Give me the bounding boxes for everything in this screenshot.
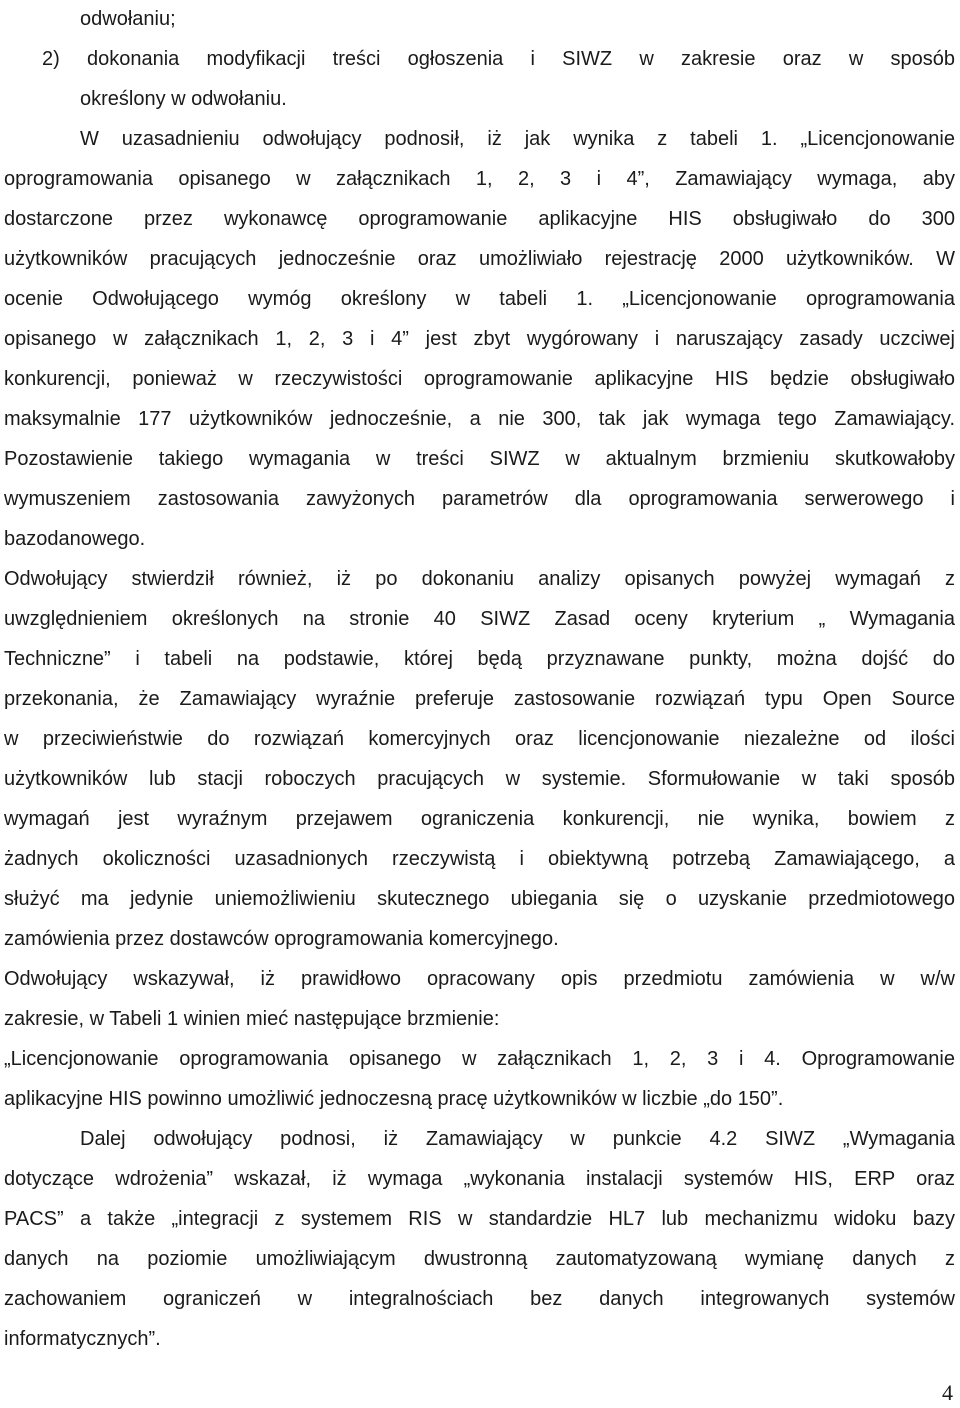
text-line: danych na poziomie umożliwiającym dwustronną zautomatyzowaną wymianę danych z: [4, 1248, 955, 1270]
text-line: wymuszeniem zastosowania zawyżonych parametrów dla oprogramowania serwerowego i: [4, 488, 955, 510]
text-line: dotyczące wdrożenia” wskazał, iż wymaga „wykonania instalacji systemów HIS, ERP oraz: [4, 1168, 955, 1190]
text-line: Odwołujący wskazywał, iż prawidłowo opracowany opis przedmiotu zamówienia w w/w: [4, 968, 955, 990]
text-line: Odwołujący stwierdził również, iż po dokonaniu analizy opisanych powyżej wymagań z: [4, 568, 955, 590]
text-line: żadnych okoliczności uzasadnionych rzeczywistą i obiektywną potrzebą Zamawiającego, a: [4, 848, 955, 870]
text-line: uwzględnieniem określonych na stronie 40 SIWZ Zasad oceny kryterium „ Wymagania: [4, 608, 955, 630]
text-line: Techniczne” i tabeli na podstawie, której będą przyznawane punkty, można dojść do: [4, 648, 955, 670]
text-line: zamówienia przez dostawców oprogramowania komercyjnego.: [4, 928, 559, 950]
text-line: aplikacyjne HIS powinno umożliwić jednoczesną pracę użytkowników w liczbie „do 150”.: [4, 1088, 784, 1110]
text-line: użytkowników pracujących jednocześnie oraz umożliwiało rejestrację 2000 użytkowników. W: [4, 248, 955, 270]
text-line: przekonania, że Zamawiający wyraźnie preferuje zastosowanie rozwiązań typu Open Source: [4, 688, 955, 710]
text-line: Dalej odwołujący podnosi, iż Zamawiający w punkcie 4.2 SIWZ „Wymagania: [80, 1128, 955, 1150]
text-line: dostarczone przez wykonawcę oprogramowanie aplikacyjne HIS obsługiwało do 300: [4, 208, 955, 230]
text-line: 2) dokonania modyfikacji treści ogłoszenia i SIWZ w zakresie oraz w sposób: [42, 48, 955, 70]
text-line: PACS” a także „integracji z systemem RIS w standardzie HL7 lub mechanizmu widoku bazy: [4, 1208, 955, 1230]
text-line: opisanego w załącznikach 1, 2, 3 i 4” jest zbyt wygórowany i naruszający zasady uczciwej: [4, 328, 955, 350]
text-line: w przeciwieństwie do rozwiązań komercyjnych oraz licencjonowanie niezależne od ilości: [4, 728, 955, 750]
text-line: oprogramowania opisanego w załącznikach 1, 2, 3 i 4”, Zamawiający wymaga, aby: [4, 168, 955, 190]
text-line: maksymalnie 177 użytkowników jednocześnie, a nie 300, tak jak wymaga tego Zamawiający.: [4, 408, 955, 430]
page-number: 4: [942, 1380, 953, 1405]
text-line: konkurencji, ponieważ w rzeczywistości oprogramowanie aplikacyjne HIS będzie obsługiwało: [4, 368, 955, 390]
text-line: zachowaniem ograniczeń w integralnościach bez danych integrowanych systemów: [4, 1288, 955, 1310]
text-line: W uzasadnieniu odwołujący podnosił, iż jak wynika z tabeli 1. „Licencjonowanie: [80, 128, 955, 150]
text-line: „Licencjonowanie oprogramowania opisanego w załącznikach 1, 2, 3 i 4. Oprogramowanie: [4, 1048, 955, 1070]
text-line: wymagań jest wyraźnym przejawem ograniczenia konkurencji, nie wynika, bowiem z: [4, 808, 955, 830]
text-line: odwołaniu;: [80, 8, 176, 30]
text-line: ocenie Odwołującego wymóg określony w tabeli 1. „Licencjonowanie oprogramowania: [4, 288, 955, 310]
text-line: służyć ma jedynie uniemożliwieniu skutecznego ubiegania się o uzyskanie przedmiotowego: [4, 888, 955, 910]
document-body: [4, 0, 955, 1359]
text-line: bazodanowego.: [4, 528, 146, 550]
text-line: zakresie, w Tabeli 1 winien mieć następujące brzmienie:: [4, 1008, 500, 1030]
text-line: użytkowników lub stacji roboczych pracujących w systemie. Sformułowanie w taki sposób: [4, 768, 955, 790]
text-line: informatycznych”.: [4, 1328, 161, 1350]
text-line: określony w odwołaniu.: [80, 88, 287, 110]
text-line: Pozostawienie takiego wymagania w treści SIWZ w aktualnym brzmieniu skutkowałoby: [4, 448, 955, 470]
